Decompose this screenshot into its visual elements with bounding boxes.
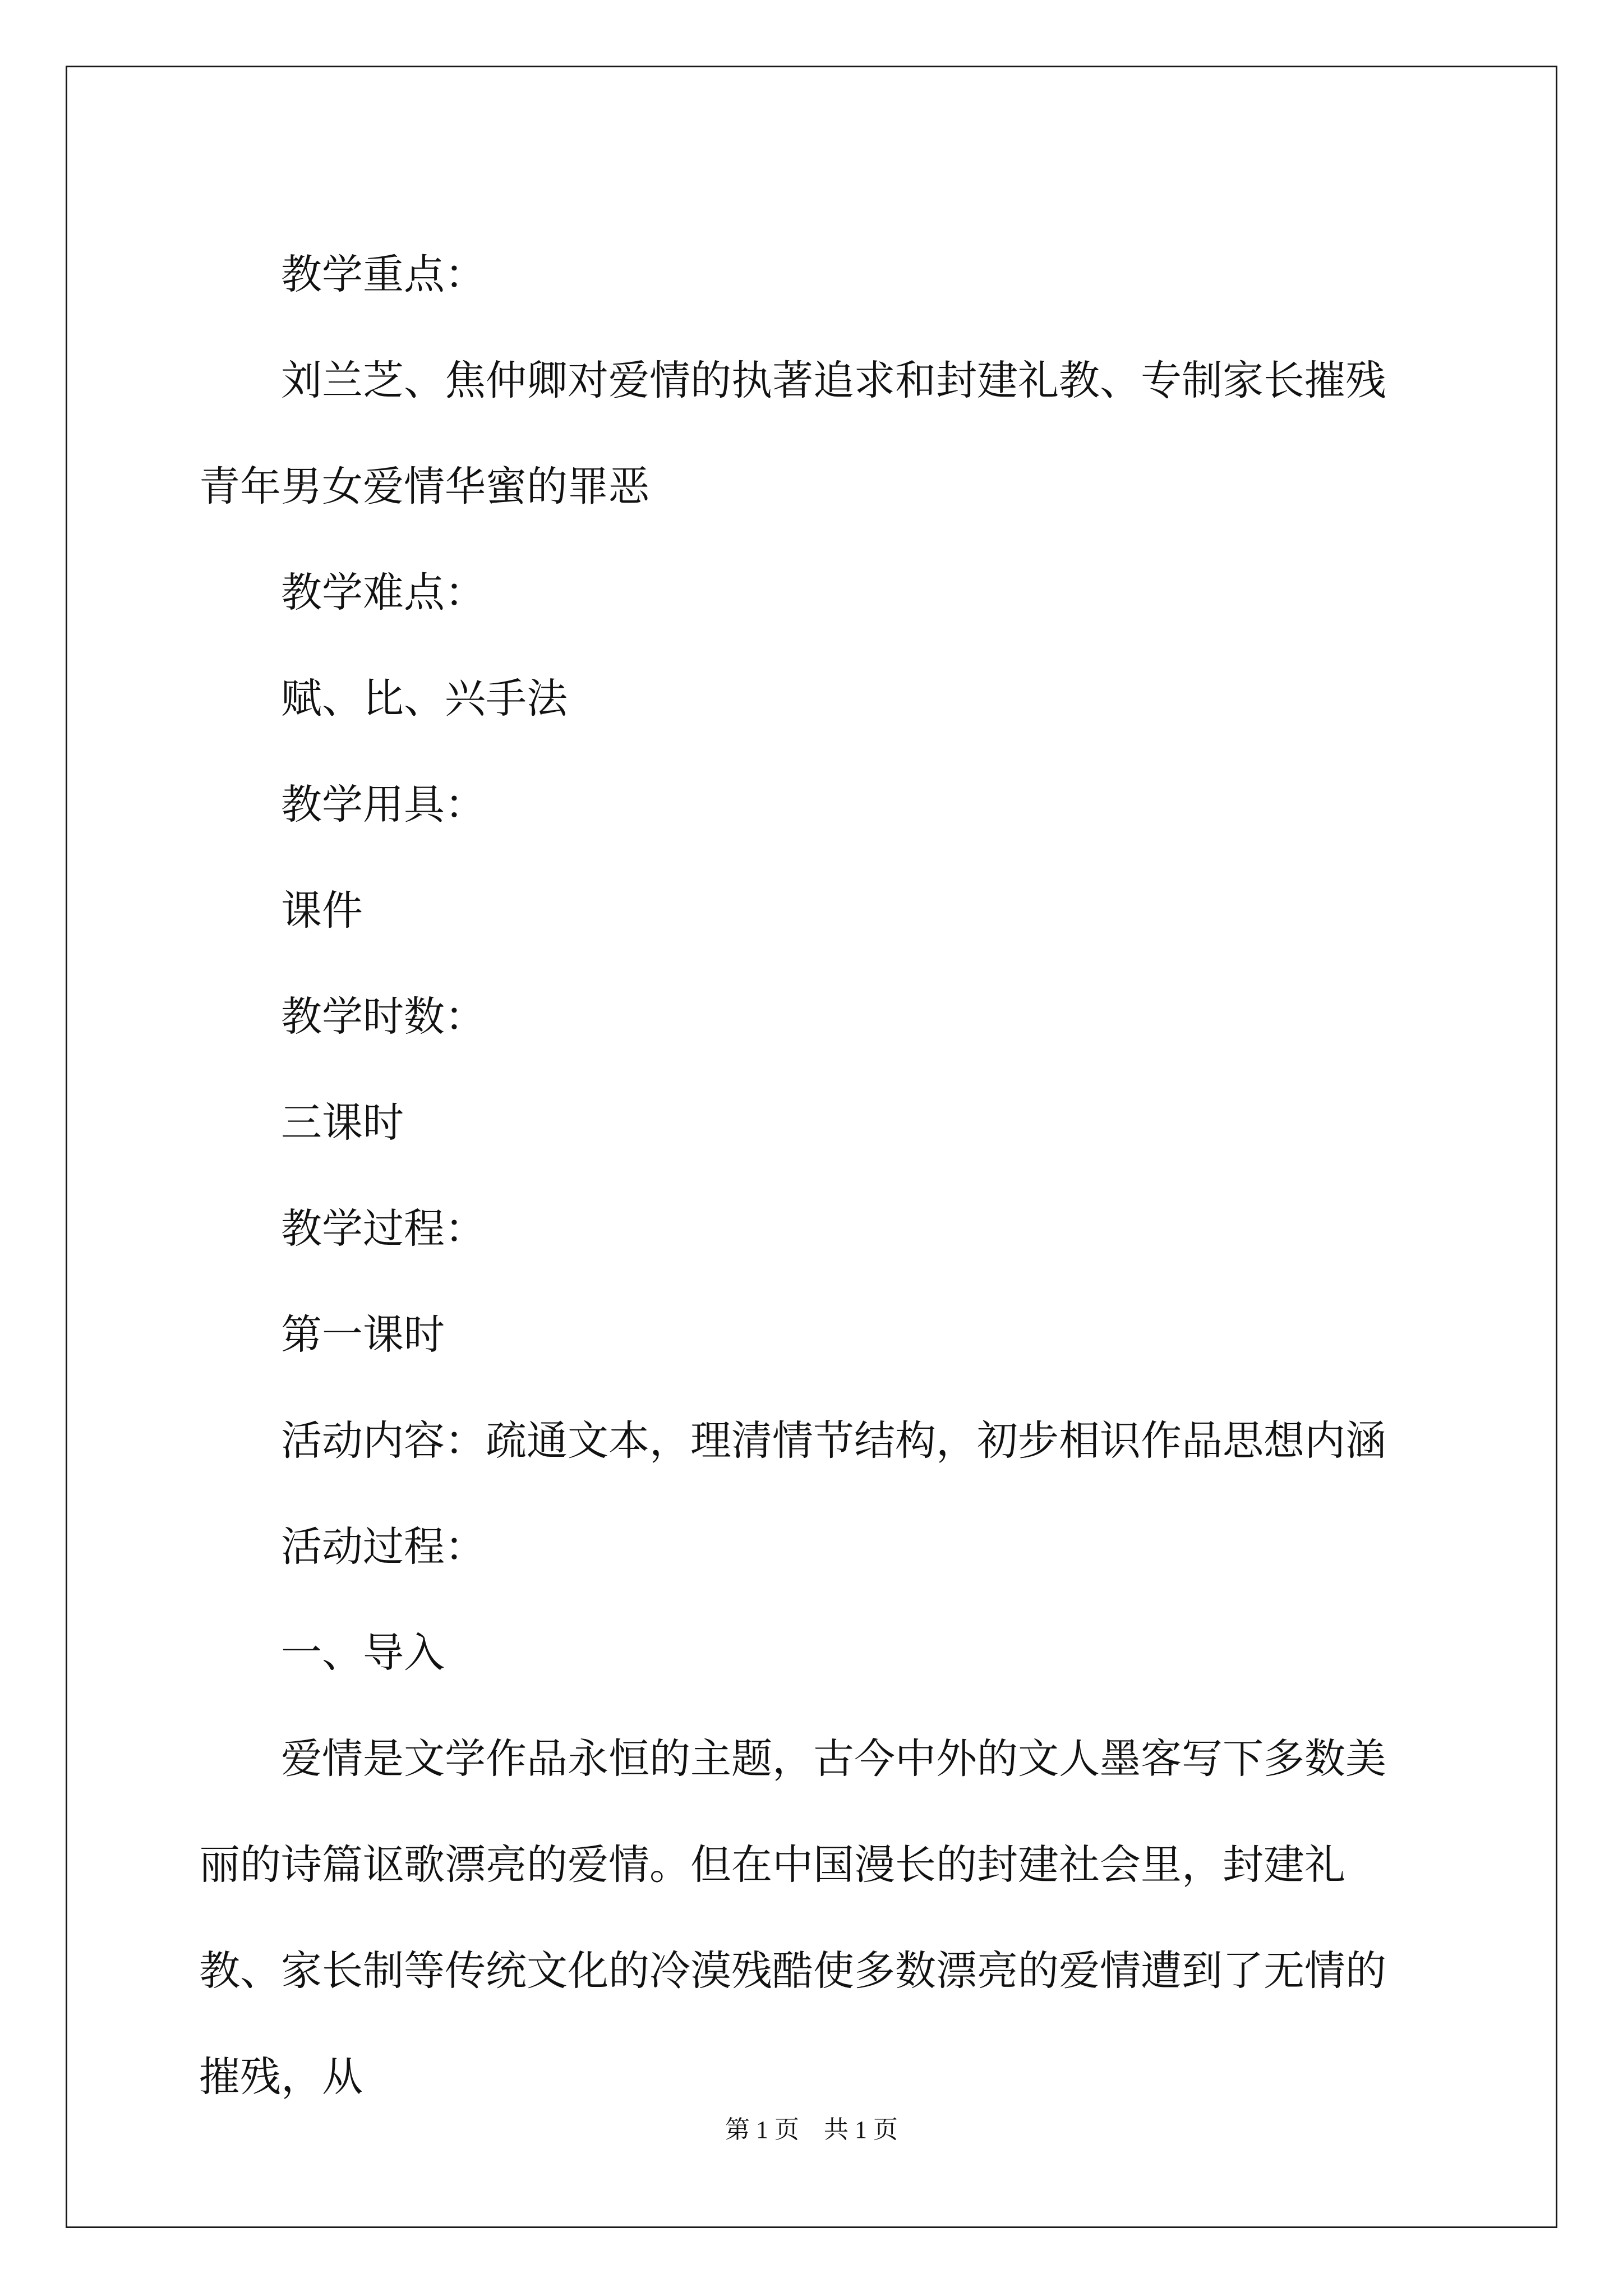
heading-process: 教学过程： <box>281 1205 486 1253</box>
paragraph-hours: 三课时 <box>281 1099 404 1147</box>
heading-key-points: 教学重点： <box>281 251 486 298</box>
paragraph-difficulties: 赋、比、兴手法 <box>281 675 568 723</box>
heading-hours: 教学时数： <box>281 993 486 1041</box>
heading-tools: 教学用具： <box>281 781 486 829</box>
document-body <box>199 222 1424 2130</box>
page-number-footer: 第 1 页 共 1 页 <box>725 2116 898 2143</box>
paragraph-introduction: 爱情是文学作品永恒的主题，古今中外的文人墨客写下多数美丽的诗篇讴歌漂亮的爱情。但在中国漫长的封建社会里，封建礼教、家长制等传统文化的冷漠残酷使多数漂亮的爱情遭到了无情的摧残，从 <box>199 1735 1386 2101</box>
paragraph-tools: 课件 <box>281 887 363 935</box>
heading-introduction: 一、导入 <box>281 1629 445 1677</box>
paragraph-key-points: 刘兰芝、焦仲卿对爱情的执著追求和封建礼教、专制家长摧残青年男女爱情华蜜的罪恶 <box>199 357 1386 510</box>
heading-activity-process: 活动过程： <box>281 1523 486 1571</box>
paragraph-activity-content: 活动内容：疏通文本，理清情节结构，初步相识作品思想内涵 <box>281 1417 1386 1465</box>
heading-first-lesson: 第一课时 <box>281 1311 445 1359</box>
heading-difficulties: 教学难点： <box>281 569 486 616</box>
